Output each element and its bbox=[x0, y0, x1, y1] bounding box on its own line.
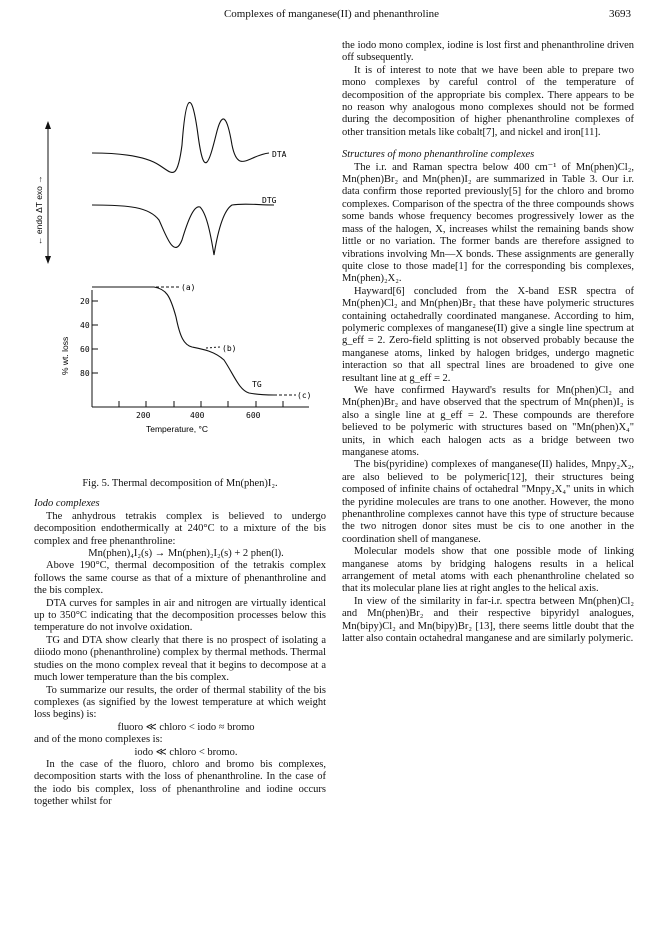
page-number: 3693 bbox=[609, 8, 631, 20]
paragraph: To summarize our results, the order of thermal stability of the bis complexes (as signified by the lowest temperature at which weight loss begins) is: bbox=[34, 684, 326, 721]
paragraph: In the case of the fluoro, chloro and bromo bis complexes, decomposition starts with the loss of phenanthroline. In the case of the iodo bis complex, loss of phenanthroline and iodine occurs together whilst for bbox=[34, 758, 326, 808]
paragraph: In view of the similarity in far-i.r. spectra between Mn(phen)Cl₂ and Mn(phen)Br₂ and their respective bipyridyl analogues, Mn(bipy)Cl₂ and Mn(bipy)Br₂ [13], there seems little doubt that the latter also contain octahedral manganese and are similarly polymeric. bbox=[342, 595, 634, 645]
exo-arrow-icon bbox=[45, 121, 51, 129]
paragraph: the iodo mono complex, iodine is lost first and phenanthroline driven off subsequently. bbox=[342, 40, 634, 64]
paragraph: TG and DTA show clearly that there is no prospect of isolating a diiodo mono (phenanthroline) complex by thermal methods. Thermal studies on the mono complex reveal that it begins to decompose at a much lower temperature than the bis complex. bbox=[34, 634, 326, 684]
equation: Mn(phen)₄I₂(s) → Mn(phen)₂I₂(s) + 2 phen(l). bbox=[88, 548, 284, 560]
curve-c-label: (c) bbox=[297, 391, 312, 400]
dtg-label: DTG bbox=[262, 196, 277, 205]
paragraph: The anhydrous tetrakis complex is believed to undergo decomposition endothermically at 240°C to a mixture of the bis complex and free phenanthroline: bbox=[34, 510, 326, 547]
curve-a-label: (a) bbox=[181, 283, 196, 292]
dtg-curve bbox=[92, 204, 274, 255]
paragraph: Molecular models show that one possible mode of linking manganese atoms by bridging halogens results in a helical arrangement of metal atoms with each phenanthroline chelated so that its molecular plane lies at right angles to the helical axis. bbox=[342, 546, 634, 595]
running-header: Complexes of manganese(II) and phenanthroline bbox=[223, 8, 440, 20]
paragraph: The bis(pyridine) complexes of manganese(II) halides, Mnpy₂X₂, are also believed to be polymeric[12], their structures being composed of infinite chains of octahedral "Mnpy₂X₄" units in which the pyridine molecules are trans to one another. However, the mono phenanthroline complexes cannot have this type of structure because the two nitrogen donor sites must be cis to one another in the coordination shell of manganese. bbox=[342, 459, 634, 545]
y-tick-label: 20 bbox=[80, 297, 90, 306]
thermal-decomposition-figure bbox=[34, 55, 334, 470]
tg-curve bbox=[92, 287, 274, 395]
left-column bbox=[34, 478, 326, 809]
paragraph: It is of interest to note that we have been able to prepare two mono complexes by careful control of the temperature of decomposition of the appropriate bis complex. There appears to be no reason why analogous mono complexes should not be formed during the decomposition of higher phenanthroline complexes of other transition metals like cobalt[7], and nickel and iron[11]. bbox=[342, 64, 634, 138]
tg-label: TG bbox=[252, 380, 262, 389]
wt-loss-axis-label: % wt. loss bbox=[60, 336, 70, 375]
paragraph: Hayward[6] concluded from the X-band ESR spectra of Mn(phen)Cl₂ and Mn(phen)Br₂ that these have polymeric structures containing octahedrally coordinated manganese. According to him, polymeric complexes of manganese(II) give a single line spectrum at g_eff = 2. Zero-field splitting is not observed probably because the manganese atoms, linked by halogen bridges, undergo magnetic interaction so that all spectral lines are broadened to give one resultant line at g_eff = 2. bbox=[342, 285, 634, 384]
y-tick-label: 40 bbox=[80, 321, 90, 330]
paragraph: Above 190°C, thermal decomposition of the tetrakis complex follows the same course as that of a mixture of phenanthroline and the bis complex. bbox=[34, 560, 326, 597]
tg-y-ticks bbox=[92, 301, 98, 373]
tg-curve-b-dash bbox=[206, 347, 220, 348]
dta-label: DTA bbox=[272, 150, 287, 159]
delta-t-axis-label: ← endo ΔT exo → bbox=[34, 175, 44, 245]
x-tick-label: 600 bbox=[246, 411, 261, 420]
dta-curve bbox=[92, 102, 269, 172]
temperature-axis-label: Temperature, °C bbox=[146, 424, 208, 434]
stability-order-bis: fluoro ≪ chloro < iodo ≈ bromo bbox=[117, 721, 255, 733]
paragraph: and of the mono complexes is: bbox=[34, 734, 163, 746]
thermogram-svg bbox=[34, 55, 334, 470]
paragraph: We have confirmed Hayward's results for Mn(phen)Cl₂ and Mn(phen)Br₂ and have observed that the spectrum of Mn(phen)I₂ is also a single line at g_eff = 2. These compounds are therefore believed to be polymeric with structures based on "Mn(phen)X₄" units, in which each halogen acts as a bridge between two manganese atoms. bbox=[342, 384, 634, 458]
right-column bbox=[342, 40, 634, 646]
curve-b-label: (b) bbox=[222, 344, 237, 353]
section-title-structures: Structures of mono phenanthroline complexes bbox=[342, 149, 535, 161]
x-tick-label: 200 bbox=[136, 411, 151, 420]
paragraph: The i.r. and Raman spectra below 400 cm⁻¹ of Mn(phen)Cl₂, Mn(phen)Br₂ and Mn(phen)I₂ are summarized in Table 3. Our i.r. data confirm those reported previously[5] for the chloro and bromo complexes. Comparison of the spectra of the three compounds shows some bands whose frequency becomes progressively lower as the mass of the halogen, X, increases whilst the remaining bands show little or no variation. The former bands are therefore assigned to vibrations involving Mn—X bonds. These assignments are generally quite close to those made[1] for the corresponding bis complexes, Mn(phen)₂X₂. bbox=[342, 161, 634, 285]
paragraph: DTA curves for samples in air and nitrogen are virtually identical up to 350°C indicating that the decomposition processes below this temperature do not involve oxidation. bbox=[34, 597, 326, 634]
x-tick-label: 400 bbox=[190, 411, 205, 420]
stability-order-mono: iodo ≪ chloro < bromo. bbox=[134, 746, 238, 758]
y-tick-label: 60 bbox=[80, 345, 90, 354]
tg-x-ticks bbox=[119, 401, 283, 407]
endo-arrow-icon bbox=[45, 256, 51, 264]
figure-caption: Fig. 5. Thermal decomposition of Mn(phen)I₂. bbox=[82, 478, 278, 489]
section-title-iodo: Iodo complexes bbox=[34, 498, 100, 510]
y-tick-label: 80 bbox=[80, 369, 90, 378]
